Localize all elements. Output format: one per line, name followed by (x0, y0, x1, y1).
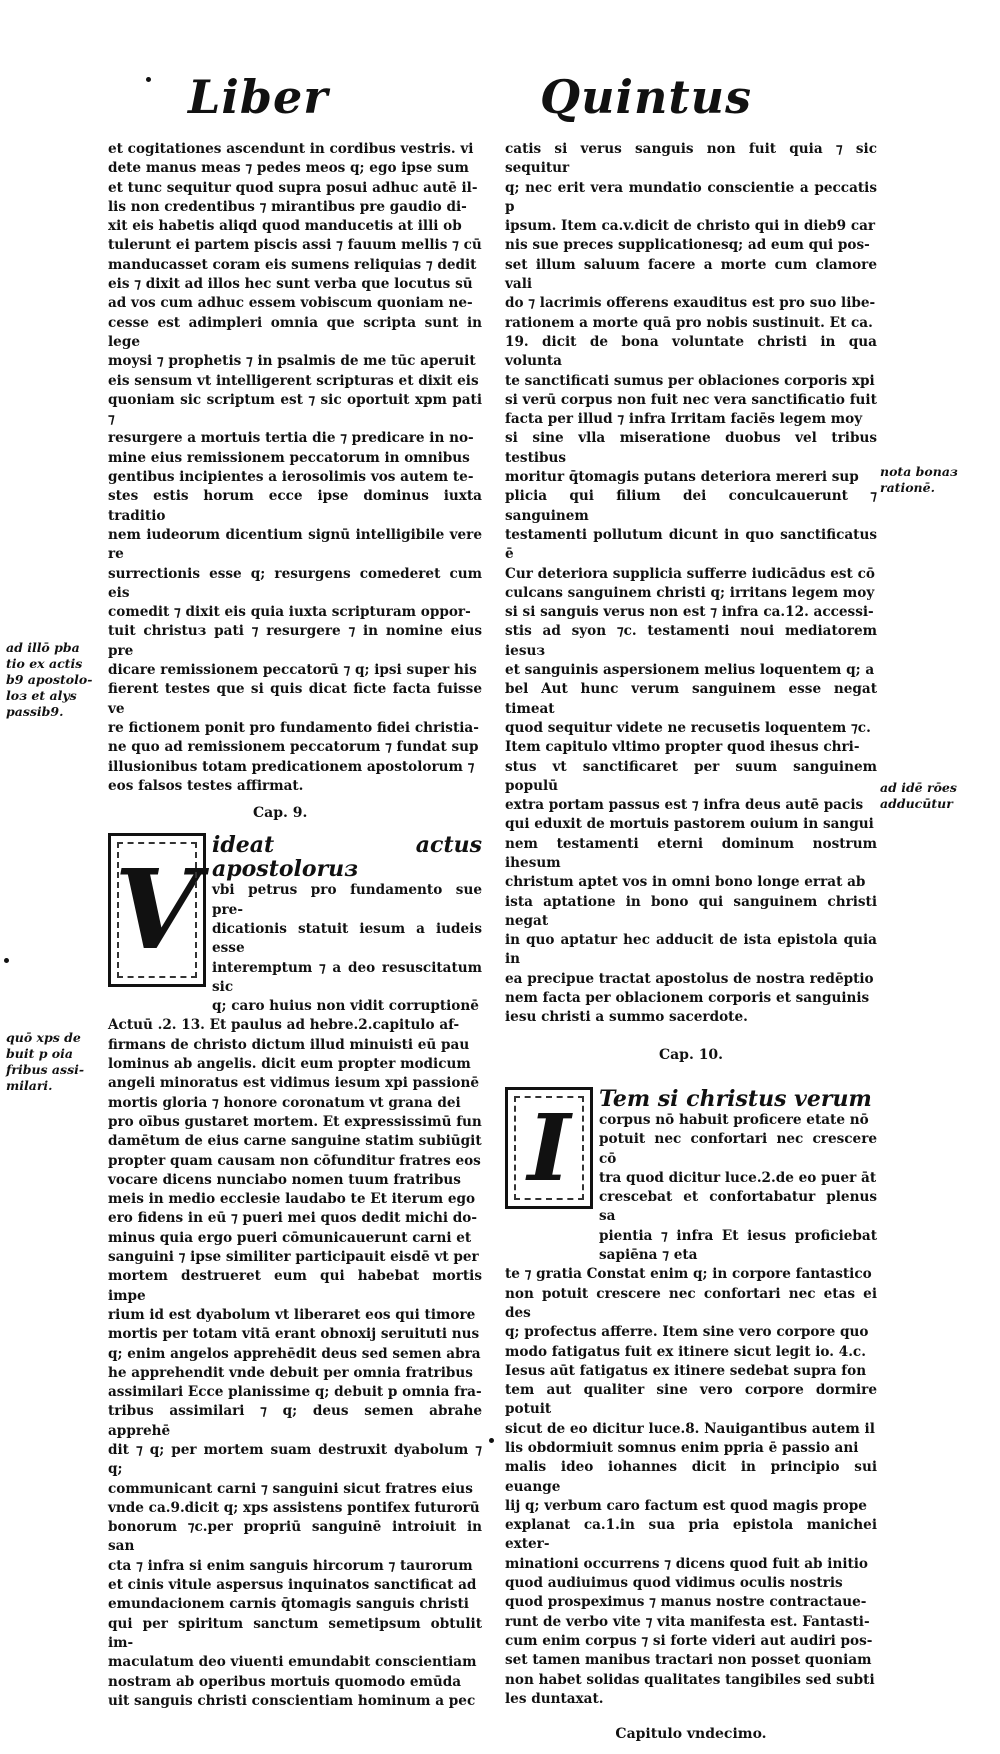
print-mark-dot (489, 1438, 494, 1443)
initial-ornament (117, 842, 197, 978)
chapter-label-9: Cap. 9. (253, 805, 308, 822)
header-quintus: Quintus (540, 70, 753, 124)
header-liber: Liber (188, 70, 329, 124)
margin-note-assimilari: quō xps de buit p oia fribus assi- milari. (6, 1030, 85, 1093)
left-text-column (108, 140, 482, 1711)
initial-ornament (514, 1093, 584, 1202)
chapter-9-incipit-block (212, 833, 482, 1016)
chapter-9-incipit: ideat actus apostoloruз (212, 832, 482, 883)
margin-note-nota-bonas: nota bonaз rationē. (880, 464, 958, 495)
chapter-10-beside-initial: corpus nō habuit proficere etate nō potuit nec confortari nec crescere cō tra quod dicitur luce.2.de eo puer āt crescebat et confortabatur plenus sa pientia ⁊ infra Et iesus proficiebat sapiēna ⁊ eta (599, 1111, 877, 1264)
decorated-initial-v (108, 833, 206, 987)
decorated-initial-i (505, 1087, 593, 1209)
initial-letter: I (527, 1093, 571, 1202)
print-mark-dot (4, 958, 9, 963)
chapter-10-opening (505, 1087, 877, 1265)
chapter-11-heading: Capitulo vndecimo. (615, 1726, 767, 1743)
chapter-10-incipit: Tem si christus verum (599, 1085, 872, 1112)
right-text-column (505, 140, 877, 1754)
chapter-label-10: Cap. 10. (658, 1046, 724, 1063)
margin-note-probatio: ad illō pba tio ex actis b9 apostolo- loз et alys passib9. (6, 640, 93, 719)
print-mark-dot (146, 77, 151, 82)
margin-note-ad-idem: ad idē rōes adducūtur (880, 780, 957, 811)
right-column-text-top: catis si verus sanguis non fuit quia ⁊ sic sequitur q; nec erit vera mundatio conscientie a peccatis p ipsum. Item ca.v.dicit de christo qui in dieb9 car nis sue preces supplicationesq; ad eum qui pos- set illum saluum facere a morte cum clamore vali do ⁊ lacrimis offerens exauditus est pro suo libe- rationem a morte quā pro nobis sustinuit. Et ca. 19. dicit de bona voluntate christi in qua volunta te sanctificati sumus per oblaciones corporis xpi si verū corpus non fuit nec vera sanctificatio fuit facta per illud ⁊ infra Irritam faciēs legem moy si sine vlla miseratione duobus vel tribus testibus moritur q̄tomagis putans deteriora mereri sup plicia qui filium dei conculcauerunt ⁊ sanguinem testamenti pollutum dicunt in quo sanctificatus ē Cur deteriora supplicia sufferre iudicādus est cō culcans sanguinem christi q; irritans legem moy si si sanguis verus non est ⁊ infra ca.12. accessi- stis ad syon ⁊c. testamenti noui mediatorem iesuз et sanguinis aspersionem melius loquentem q; a bel Aut hunc verum sanguinem esse negat timeat quod sequitur videte ne recusetis loquentem ⁊c. Item capitulo vltimo propter quod ihesus chri- stus vt sanctificaret per suum sanguinem populū extra portam passus est ⁊ infra deus autē pacis qui eduxit de mortuis pastorem ouium in sangui nem testamenti eterni dominum nostrum ihesum christum aptet vos in omni bono longe errat ab ista aptatione in bono qui sanguinem christi negat in quo aptatur hec adducit de ista epistola quia in ea precipue tractat apostolus de nostra redēptio nem facta per oblacionem corporis et sanguinis iesu christi a summo sacerdote. (505, 141, 877, 1026)
left-column-text-bottom: Actuū .2. 13. Et paulus ad hebre.2.capitulo af- firmans de christo dictum illud minuisti eū pau lominus ab angelis. dicit eum propter modicum angeli minoratus est vidimus iesum xpi passionē mortis gloria ⁊ honore coronatum vt grana dei pro oībus gustaret mortem. Et expressissimū fun damētum de eius carne sanguine statim subiūgit propter quam causam non cōfunditur fratres eos vocare dicens nunciabo nomen tuum fratribus meis in medio ecclesie laudabo te Et iterum ego ero fidens in eū ⁊ pueri mei quos dedit michi do- minus quia ergo pueri cōmunicauerunt carni et sanguini ⁊ ipse similiter participauit eisdē vt per mortem destrueret eum qui habebat mortis impe rium id est dyabolum vt liberaret eos qui timore mortis per totam vitā erant obnoxij seruituti nus q; enim angelos apprehēdit deus sed semen abra he apprehendit vnde debuit per omnia fratribus assimilari Ecce planissime q; debuit p omnia fra- tribus assimilari ⁊ q; deus semen abrahe apprehē dit ⁊ q; per mortem suam destruxit dyabolum ⁊ q; communicant carni ⁊ sanguini sicut fratres eius vnde ca.9.dicit q; xps assistens pontifex futurorū bonorum ⁊c.per propriū sanguinē introiuit in san cta ⁊ infra si enim sanguis hircorum ⁊ taurorum et cinis vitule aspersus inquinatos sanctificat ad emundacionem carnis q̄tomagis sanguis christi qui per spiritum sanctum semetipsum obtulit im- maculatum deo viuenti emundabit conscientiam nostram ab operibus mortuis quomodo emūda uit sanguis christi conscientiam hominum a pec (108, 1017, 482, 1709)
left-column-text-top: et cogitationes ascendunt in cordibus vestris. vi dete manus meas ⁊ pedes meos q; ego ipse sum et tunc sequitur quod supra posui adhuc autē il- lis non credentibus ⁊ mirantibus pre gaudio di- xit eis habetis aliqd quod manducetis at illi ob tulerunt ei partem piscis assi ⁊ fauum mellis ⁊ cū manducasset coram eis sumens reliquias ⁊ dedit eis ⁊ dixit ad illos hec sunt verba que locutus sū ad vos cum adhuc essem vobiscum quoniam ne- cesse est adimpleri omnia que scripta sunt in lege moysi ⁊ prophetis ⁊ in psalmis de me tūc aperuit eis sensum vt intelligerent scripturas et dixit eis quoniam sic scriptum est ⁊ sic oportuit xpm pati ⁊ resurgere a mortuis tertia die ⁊ predicare in no- mine eius remissionem peccatorum in omnibus gentibus incipientes a ierosolimis vos autem te- stes estis horum ecce ipse dominus iuxta traditio nem iudeorum dicentium signū intelligibile vere re surrectionis esse q; resurgens comederet cum eis comedit ⁊ dixit eis quia iuxta scripturam oppor- tuit christuз pati ⁊ resurgere ⁊ in nomine eius pre dicare remissionem peccatorū ⁊ q; ipsi super his fierent testes que si quis dicat ficte facta fuisse ve re fictionem ponit pro fundamento fidei christia- ne quo ad remissionem peccatorum ⁊ fundat sup illusionibus totam predicationem apostolorum ⁊ eos falsos testes affirmat. (108, 141, 482, 794)
initial-letter: V (114, 845, 200, 975)
chapter-9-beside-initial: vbi petrus pro fundamento sue pre- dicationis statuit iesum a iudeis esse interemptum ⁊ a deo resuscitatum sic q; caro huius non vidit corruptionē (212, 882, 482, 1015)
chapter-10-incipit-block (599, 1087, 877, 1265)
right-column-text-bottom: te ⁊ gratia Constat enim q; in corpore fantastico non potuit crescere nec confortari nec etas ei des q; profectus afferre. Item sine vero corpore quo modo fatigatus fuit ex itinere sicut legit io. 4.c. Iesus aūt fatigatus ex itinere sedebat supra fon tem aut qualiter sine vero corpore dormire potuit sicut de eo dicitur luce.8. Nauigantibus autem il lis obdormiuit somnus enim ppria ē passio ani malis ideo iohannes dicit in principio sui euange lij q; verbum caro factum est quod magis prope explanat ca.1.in sua pria epistola manichei exter- minationi occurrens ⁊ dicens quod fuit ab initio quod audiuimus quod vidimus oculis nostris quod prospeximus ⁊ manus nostre contractaue- runt de verbo vite ⁊ vita manifesta est. Fantasti- cum enim corpus ⁊ si forte videri aut audiri pos- set tamen manibus tractari non posset quoniam non habet solidas qualitates tangibiles sed subti les duntaxat. (505, 1266, 877, 1707)
chapter-9-opening (108, 833, 482, 1016)
